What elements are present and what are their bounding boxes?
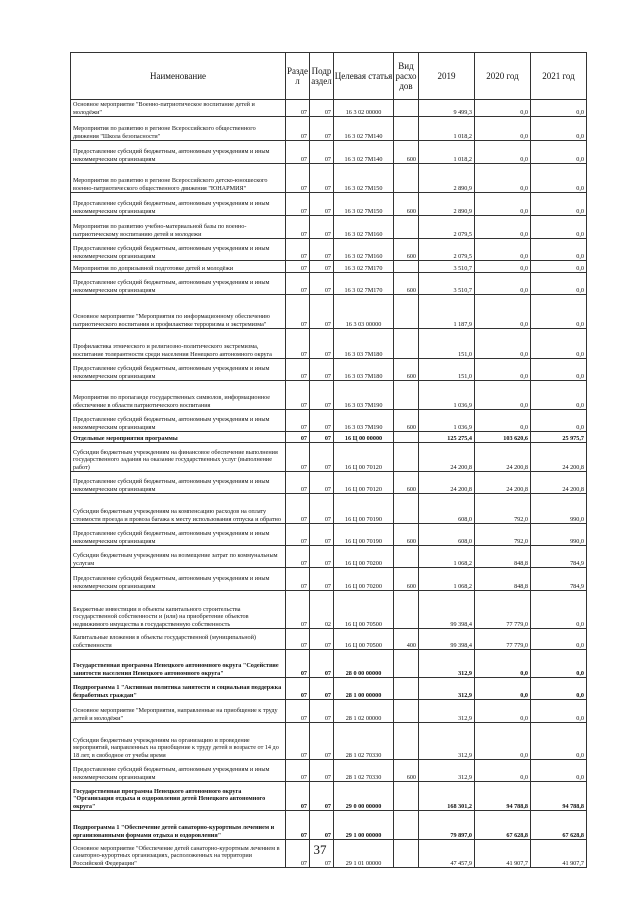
row-name: Основное мероприятие "Мероприятия, направленные на приобщение к труду детей и молодёжи" (71, 700, 286, 723)
row-amount-2020: 0,0 (475, 723, 531, 760)
header-year-2019: 2019 (419, 53, 475, 100)
row-amount-2020: 792,0 (475, 494, 531, 524)
row-name: Предоставление субсидий бюджетным, автономным учреждениям и иным некоммерческим организациям (71, 359, 286, 381)
row-name: Субсидии бюджетным учреждениям на компенсацию расходов на оплату стоимости проезда и провоза багажа к месту использования отпуска и обратно (71, 494, 286, 524)
row-amount-2021: 0,0 (531, 141, 587, 164)
row-amount-2019: 99 398,4 (419, 591, 475, 629)
row-amount-2019: 608,0 (419, 494, 475, 524)
row-amount-2020: 0,0 (475, 700, 531, 723)
table-row (71, 524, 587, 546)
row-amount-2019: 151,0 (419, 329, 475, 359)
row-target-article: 16 Ц 00 70200 (334, 568, 394, 591)
row-expense-type: 600 (394, 273, 419, 295)
row-amount-2021: 0,0 (531, 723, 587, 760)
row-name: Предоставление субсидий бюджетным, автономным учреждениям и иным некоммерческим организациям (71, 410, 286, 432)
row-target-article: 16 Ц 00 70120 (334, 472, 394, 494)
row-name: Предоставление субсидий бюджетным, автономным учреждениям и иным некоммерческим организациям (71, 472, 286, 494)
row-target-article: 16 3 03 7М180 (334, 329, 394, 359)
row-amount-2020: 0,0 (475, 650, 531, 678)
row-podrazdel: 07 (310, 410, 334, 432)
row-target-article: 16 Ц 00 70190 (334, 524, 394, 546)
table-row (71, 261, 587, 273)
row-razdel: 07 (286, 568, 310, 591)
header-year-2021: 2021 год (531, 53, 587, 100)
row-amount-2020: 41 907,7 (475, 840, 531, 868)
table-row (71, 164, 587, 193)
row-razdel: 07 (286, 546, 310, 568)
row-amount-2019: 1 068,2 (419, 568, 475, 591)
row-amount-2021: 0,0 (531, 760, 587, 782)
row-amount-2020: 24 200,8 (475, 472, 531, 494)
row-target-article: 16 Ц 00 70200 (334, 546, 394, 568)
row-name: Государственная программа Ненецкого автономного округа "Организация отдыха и оздоровления детей Ненецкого автономного округа" (71, 782, 286, 811)
row-razdel: 07 (286, 216, 310, 239)
table-row (71, 700, 587, 723)
row-amount-2020: 0,0 (475, 216, 531, 239)
row-target-article: 29 1 01 00000 (334, 840, 394, 868)
row-name: Основное мероприятие "Военно-патриотическое воспитание детей и молодёжи" (71, 100, 286, 117)
row-amount-2021: 784,9 (531, 546, 587, 568)
row-amount-2020: 0,0 (475, 295, 531, 329)
row-amount-2021: 25 975,7 (531, 432, 587, 443)
row-expense-type (394, 261, 419, 273)
row-amount-2019: 608,0 (419, 524, 475, 546)
table-row (71, 629, 587, 650)
row-amount-2019: 1 068,2 (419, 546, 475, 568)
row-name: Государственная программа Ненецкого автономного округа "Содействие занятости населения Ненецкого автономного округа" (71, 650, 286, 678)
row-amount-2019: 2 079,5 (419, 216, 475, 239)
row-target-article: 16 3 03 7М190 (334, 410, 394, 432)
row-amount-2021: 0,0 (531, 273, 587, 295)
row-target-article: 16 3 02 00000 (334, 100, 394, 117)
row-razdel: 07 (286, 840, 310, 868)
row-expense-type (394, 329, 419, 359)
row-razdel: 07 (286, 193, 310, 216)
row-target-article: 29 0 00 00000 (334, 782, 394, 811)
row-expense-type: 600 (394, 141, 419, 164)
row-amount-2019: 151,0 (419, 359, 475, 381)
row-podrazdel: 07 (310, 840, 334, 868)
row-name: Бюджетные инвестиции в объекты капитального строительства государственной собственности и (или) на приобретение объектов недвижимого имущества в государственную собственность (71, 591, 286, 629)
row-target-article: 29 1 00 00000 (334, 811, 394, 840)
table-row (71, 432, 587, 443)
row-amount-2020: 0,0 (475, 760, 531, 782)
row-name: Предоставление субсидий бюджетным, автономным учреждениям и иным некоммерческим организациям (71, 524, 286, 546)
table-row (71, 117, 587, 141)
row-name: Подпрограмма 1 "Обеспечение детей санаторно-курортным лечением и организованными формами отдыха и оздоровления" (71, 811, 286, 840)
row-amount-2020: 94 788,8 (475, 782, 531, 811)
row-amount-2019: 24 200,8 (419, 443, 475, 472)
row-target-article: 16 3 02 7М140 (334, 141, 394, 164)
row-name: Основное мероприятие "Обеспечение детей санаторно-курортным лечением в санаторно-курортных организациях, расположенных на территории Российской Федерации" (71, 840, 286, 868)
table-row (71, 329, 587, 359)
row-razdel: 07 (286, 723, 310, 760)
row-amount-2021: 784,9 (531, 568, 587, 591)
budget-table (70, 52, 587, 868)
row-name: Предоставление субсидий бюджетным, автономным учреждениям и иным некоммерческим организациям (71, 239, 286, 261)
header-podrazdel: Подр аздел (310, 53, 334, 100)
row-podrazdel: 07 (310, 193, 334, 216)
row-amount-2019: 312,9 (419, 723, 475, 760)
row-razdel: 07 (286, 329, 310, 359)
row-target-article: 28 1 02 00000 (334, 700, 394, 723)
row-expense-type: 600 (394, 239, 419, 261)
row-amount-2021: 0,0 (531, 164, 587, 193)
row-amount-2019: 2 890,9 (419, 164, 475, 193)
row-podrazdel: 07 (310, 568, 334, 591)
row-expense-type (394, 650, 419, 678)
row-podrazdel: 07 (310, 329, 334, 359)
row-podrazdel: 07 (310, 359, 334, 381)
row-amount-2020: 0,0 (475, 678, 531, 700)
table-row (71, 650, 587, 678)
row-podrazdel: 07 (310, 239, 334, 261)
row-expense-type: 400 (394, 629, 419, 650)
row-amount-2019: 1 018,2 (419, 141, 475, 164)
table-row (71, 100, 587, 117)
row-target-article: 16 Ц 00 00000 (334, 432, 394, 443)
table-row (71, 568, 587, 591)
row-podrazdel: 07 (310, 629, 334, 650)
row-amount-2021: 0,0 (531, 359, 587, 381)
row-razdel: 07 (286, 381, 310, 410)
row-amount-2020: 0,0 (475, 193, 531, 216)
row-amount-2020: 0,0 (475, 164, 531, 193)
row-razdel: 07 (286, 239, 310, 261)
table-row (71, 472, 587, 494)
row-razdel: 07 (286, 410, 310, 432)
row-amount-2020: 0,0 (475, 410, 531, 432)
row-amount-2021: 990,0 (531, 524, 587, 546)
row-expense-type (394, 811, 419, 840)
table-header (71, 53, 587, 100)
row-podrazdel: 07 (310, 261, 334, 273)
table-row (71, 760, 587, 782)
row-amount-2020: 0,0 (475, 100, 531, 117)
row-amount-2020: 0,0 (475, 273, 531, 295)
row-amount-2021: 41 907,7 (531, 840, 587, 868)
row-podrazdel: 07 (310, 100, 334, 117)
row-amount-2019: 312,9 (419, 678, 475, 700)
row-amount-2019: 312,9 (419, 700, 475, 723)
row-razdel: 07 (286, 295, 310, 329)
row-razdel: 07 (286, 811, 310, 840)
row-razdel: 07 (286, 524, 310, 546)
row-expense-type (394, 432, 419, 443)
row-target-article: 16 3 02 7М170 (334, 261, 394, 273)
row-amount-2019: 312,9 (419, 760, 475, 782)
table-row (71, 295, 587, 329)
row-amount-2019: 9 499,3 (419, 100, 475, 117)
row-target-article: 16 3 02 7М160 (334, 239, 394, 261)
row-podrazdel: 07 (310, 811, 334, 840)
row-podrazdel: 07 (310, 723, 334, 760)
row-podrazdel: 02 (310, 591, 334, 629)
row-expense-type (394, 164, 419, 193)
row-razdel: 07 (286, 650, 310, 678)
table-row (71, 494, 587, 524)
row-razdel: 07 (286, 629, 310, 650)
row-amount-2019: 2 890,9 (419, 193, 475, 216)
row-amount-2019: 2 079,5 (419, 239, 475, 261)
row-target-article: 16 3 02 7М170 (334, 273, 394, 295)
row-amount-2021: 0,0 (531, 329, 587, 359)
table-row (71, 591, 587, 629)
row-expense-type: 600 (394, 472, 419, 494)
row-name: Мероприятия по пропаганде государственных символов, информационное обеспечение в области патриотического воспитания (71, 381, 286, 410)
row-razdel: 07 (286, 782, 310, 811)
row-amount-2021: 0,0 (531, 629, 587, 650)
table-row (71, 381, 587, 410)
row-name: Капитальные вложения в объекты государственной (муниципальной) собственности (71, 629, 286, 650)
table-row (71, 546, 587, 568)
page-number: 37 (313, 842, 327, 857)
row-razdel: 07 (286, 359, 310, 381)
row-expense-type (394, 591, 419, 629)
row-expense-type (394, 381, 419, 410)
row-name: Предоставление субсидий бюджетным, автономным учреждениям и иным некоммерческим организациям (71, 568, 286, 591)
row-amount-2020: 0,0 (475, 329, 531, 359)
row-target-article: 16 Ц 00 70500 (334, 629, 394, 650)
row-razdel: 07 (286, 100, 310, 117)
row-expense-type (394, 494, 419, 524)
table-row (71, 410, 587, 432)
row-podrazdel: 07 (310, 141, 334, 164)
row-razdel: 07 (286, 117, 310, 141)
row-amount-2021: 0,0 (531, 216, 587, 239)
row-name: Предоставление субсидий бюджетным, автономным учреждениям и иным некоммерческим организациям (71, 141, 286, 164)
table-row (71, 216, 587, 239)
row-amount-2020: 0,0 (475, 261, 531, 273)
row-name: Мероприятия по развитию учебно-материальной базы по военно-патриотическому воспитанию детей и молодежи (71, 216, 286, 239)
row-expense-type (394, 700, 419, 723)
row-expense-type (394, 782, 419, 811)
row-expense-type: 600 (394, 193, 419, 216)
row-amount-2020: 0,0 (475, 141, 531, 164)
row-amount-2019: 99 398,4 (419, 629, 475, 650)
row-name: Отдельные мероприятия программы (71, 432, 286, 443)
row-razdel: 07 (286, 432, 310, 443)
row-amount-2021: 0,0 (531, 100, 587, 117)
row-amount-2020: 0,0 (475, 359, 531, 381)
row-amount-2021: 990,0 (531, 494, 587, 524)
header-target-article: Целевая статья (334, 53, 394, 100)
header-expense-type: Вид расхо дов (394, 53, 419, 100)
row-amount-2020: 67 628,8 (475, 811, 531, 840)
row-target-article: 16 3 02 7М140 (334, 117, 394, 141)
row-name: Мероприятия по допризывной подготовке детей и молодёжи (71, 261, 286, 273)
row-amount-2021: 67 628,8 (531, 811, 587, 840)
row-name: Профилактика этнического и религиозно-политического экстремизма, воспитание толерантности среди населения Ненецкого автономного округа (71, 329, 286, 359)
table-row (71, 239, 587, 261)
row-podrazdel: 07 (310, 700, 334, 723)
row-amount-2021: 0,0 (531, 261, 587, 273)
row-razdel: 07 (286, 700, 310, 723)
row-expense-type: 600 (394, 410, 419, 432)
row-amount-2020: 848,8 (475, 568, 531, 591)
row-amount-2021: 0,0 (531, 591, 587, 629)
row-name: Предоставление субсидий бюджетным, автономным учреждениям и иным некоммерческим организациям (71, 193, 286, 216)
row-target-article: 16 3 03 7М190 (334, 381, 394, 410)
row-expense-type (394, 678, 419, 700)
row-name: Мероприятия по развитию в регионе Всероссийского детско-юношеского военно-патриотического общественного движения "ЮНАРМИЯ" (71, 164, 286, 193)
row-podrazdel: 07 (310, 760, 334, 782)
row-amount-2020: 24 200,8 (475, 443, 531, 472)
row-amount-2021: 0,0 (531, 678, 587, 700)
row-expense-type: 600 (394, 760, 419, 782)
row-podrazdel: 07 (310, 381, 334, 410)
table-row (71, 811, 587, 840)
row-amount-2021: 0,0 (531, 650, 587, 678)
row-target-article: 28 0 00 00000 (334, 650, 394, 678)
row-target-article: 28 1 02 70330 (334, 723, 394, 760)
row-podrazdel: 07 (310, 295, 334, 329)
row-target-article: 16 Ц 00 70500 (334, 591, 394, 629)
row-podrazdel: 07 (310, 546, 334, 568)
row-amount-2021: 0,0 (531, 193, 587, 216)
row-podrazdel: 07 (310, 650, 334, 678)
row-amount-2019: 79 897,0 (419, 811, 475, 840)
row-expense-type (394, 216, 419, 239)
row-podrazdel: 07 (310, 494, 334, 524)
row-amount-2019: 1 036,9 (419, 381, 475, 410)
row-amount-2019: 168 301,2 (419, 782, 475, 811)
row-podrazdel: 07 (310, 678, 334, 700)
row-target-article: 16 3 02 7М160 (334, 216, 394, 239)
header-razdel: Разде л (286, 53, 310, 100)
row-amount-2019: 1 018,2 (419, 117, 475, 141)
row-amount-2019: 24 200,8 (419, 472, 475, 494)
row-target-article: 16 3 02 7М150 (334, 193, 394, 216)
row-expense-type: 600 (394, 359, 419, 381)
row-razdel: 07 (286, 760, 310, 782)
row-amount-2019: 3 510,7 (419, 261, 475, 273)
row-podrazdel: 07 (310, 472, 334, 494)
row-podrazdel: 07 (310, 273, 334, 295)
header-name: Наименование (71, 53, 286, 100)
row-amount-2020: 792,0 (475, 524, 531, 546)
row-name: Подпрограмма 1 "Активная политика занятости и социальная поддержка безработных граждан" (71, 678, 286, 700)
row-amount-2021: 0,0 (531, 295, 587, 329)
row-amount-2020: 103 620,6 (475, 432, 531, 443)
table-body (71, 100, 587, 868)
row-target-article: 28 1 00 00000 (334, 678, 394, 700)
row-podrazdel: 07 (310, 164, 334, 193)
row-podrazdel: 07 (310, 782, 334, 811)
row-razdel: 07 (286, 472, 310, 494)
row-amount-2019: 312,9 (419, 650, 475, 678)
row-target-article: 28 1 02 70330 (334, 760, 394, 782)
row-expense-type: 600 (394, 524, 419, 546)
row-razdel: 07 (286, 261, 310, 273)
row-name: Мероприятия по развитию в регионе Всероссийского общественного движения "Школа безопасности" (71, 117, 286, 141)
row-target-article: 16 Ц 00 70120 (334, 443, 394, 472)
row-razdel: 07 (286, 591, 310, 629)
row-podrazdel: 07 (310, 432, 334, 443)
row-amount-2019: 3 510,7 (419, 273, 475, 295)
row-name: Основное мероприятие "Мероприятия по информационному обеспечению патриотического воспитания и профилактике терроризма и экстремизма" (71, 295, 286, 329)
row-amount-2020: 77 779,0 (475, 629, 531, 650)
row-expense-type (394, 546, 419, 568)
table-row (71, 723, 587, 760)
table-row (71, 678, 587, 700)
row-name: Предоставление субсидий бюджетным, автономным учреждениям и иным некоммерческим организациям (71, 760, 286, 782)
row-expense-type (394, 443, 419, 472)
row-expense-type (394, 100, 419, 117)
row-target-article: 16 3 02 7М150 (334, 164, 394, 193)
row-expense-type: 600 (394, 568, 419, 591)
row-expense-type (394, 117, 419, 141)
row-amount-2019: 1 187,9 (419, 295, 475, 329)
row-razdel: 07 (286, 273, 310, 295)
row-amount-2021: 94 788,8 (531, 782, 587, 811)
table-row (71, 443, 587, 472)
row-amount-2020: 77 779,0 (475, 591, 531, 629)
row-amount-2020: 0,0 (475, 239, 531, 261)
row-amount-2020: 0,0 (475, 117, 531, 141)
row-podrazdel: 07 (310, 216, 334, 239)
row-amount-2021: 0,0 (531, 381, 587, 410)
row-amount-2021: 24 200,8 (531, 472, 587, 494)
header-year-2020: 2020 год (475, 53, 531, 100)
table-row (71, 141, 587, 164)
row-amount-2021: 0,0 (531, 117, 587, 141)
row-name: Предоставление субсидий бюджетным, автономным учреждениям и иным некоммерческим организациям (71, 273, 286, 295)
row-target-article: 16 3 03 7М180 (334, 359, 394, 381)
row-target-article: 16 Ц 00 70190 (334, 494, 394, 524)
row-amount-2021: 0,0 (531, 410, 587, 432)
row-razdel: 07 (286, 164, 310, 193)
row-amount-2019: 125 275,4 (419, 432, 475, 443)
row-amount-2021: 0,0 (531, 239, 587, 261)
row-amount-2019: 1 036,9 (419, 410, 475, 432)
table-row (71, 193, 587, 216)
row-amount-2020: 0,0 (475, 381, 531, 410)
row-target-article: 16 3 03 00000 (334, 295, 394, 329)
row-razdel: 07 (286, 494, 310, 524)
row-razdel: 07 (286, 443, 310, 472)
row-name: Субсидии бюджетным учреждениям на организацию и проведение мероприятий, направленных на приобщение к труду детей в возрасте от 14 до 18 лет, в свободное от учебы время (71, 723, 286, 760)
row-amount-2019: 47 457,9 (419, 840, 475, 868)
row-expense-type (394, 723, 419, 760)
row-razdel: 07 (286, 141, 310, 164)
row-expense-type (394, 295, 419, 329)
row-amount-2021: 0,0 (531, 700, 587, 723)
row-podrazdel: 07 (310, 524, 334, 546)
table-row (71, 782, 587, 811)
row-name: Субсидии бюджетным учреждениям на возмещение затрат по коммунальным услугам (71, 546, 286, 568)
table-row (71, 359, 587, 381)
table-row (71, 273, 587, 295)
row-razdel: 07 (286, 678, 310, 700)
row-podrazdel: 07 (310, 117, 334, 141)
row-amount-2020: 848,8 (475, 546, 531, 568)
row-amount-2021: 24 200,8 (531, 443, 587, 472)
row-podrazdel: 07 (310, 443, 334, 472)
row-name: Субсидии бюджетным учреждениям на финансовое обеспечение выполнения государственного задания на оказание государственных услуг (выполнение работ) (71, 443, 286, 472)
